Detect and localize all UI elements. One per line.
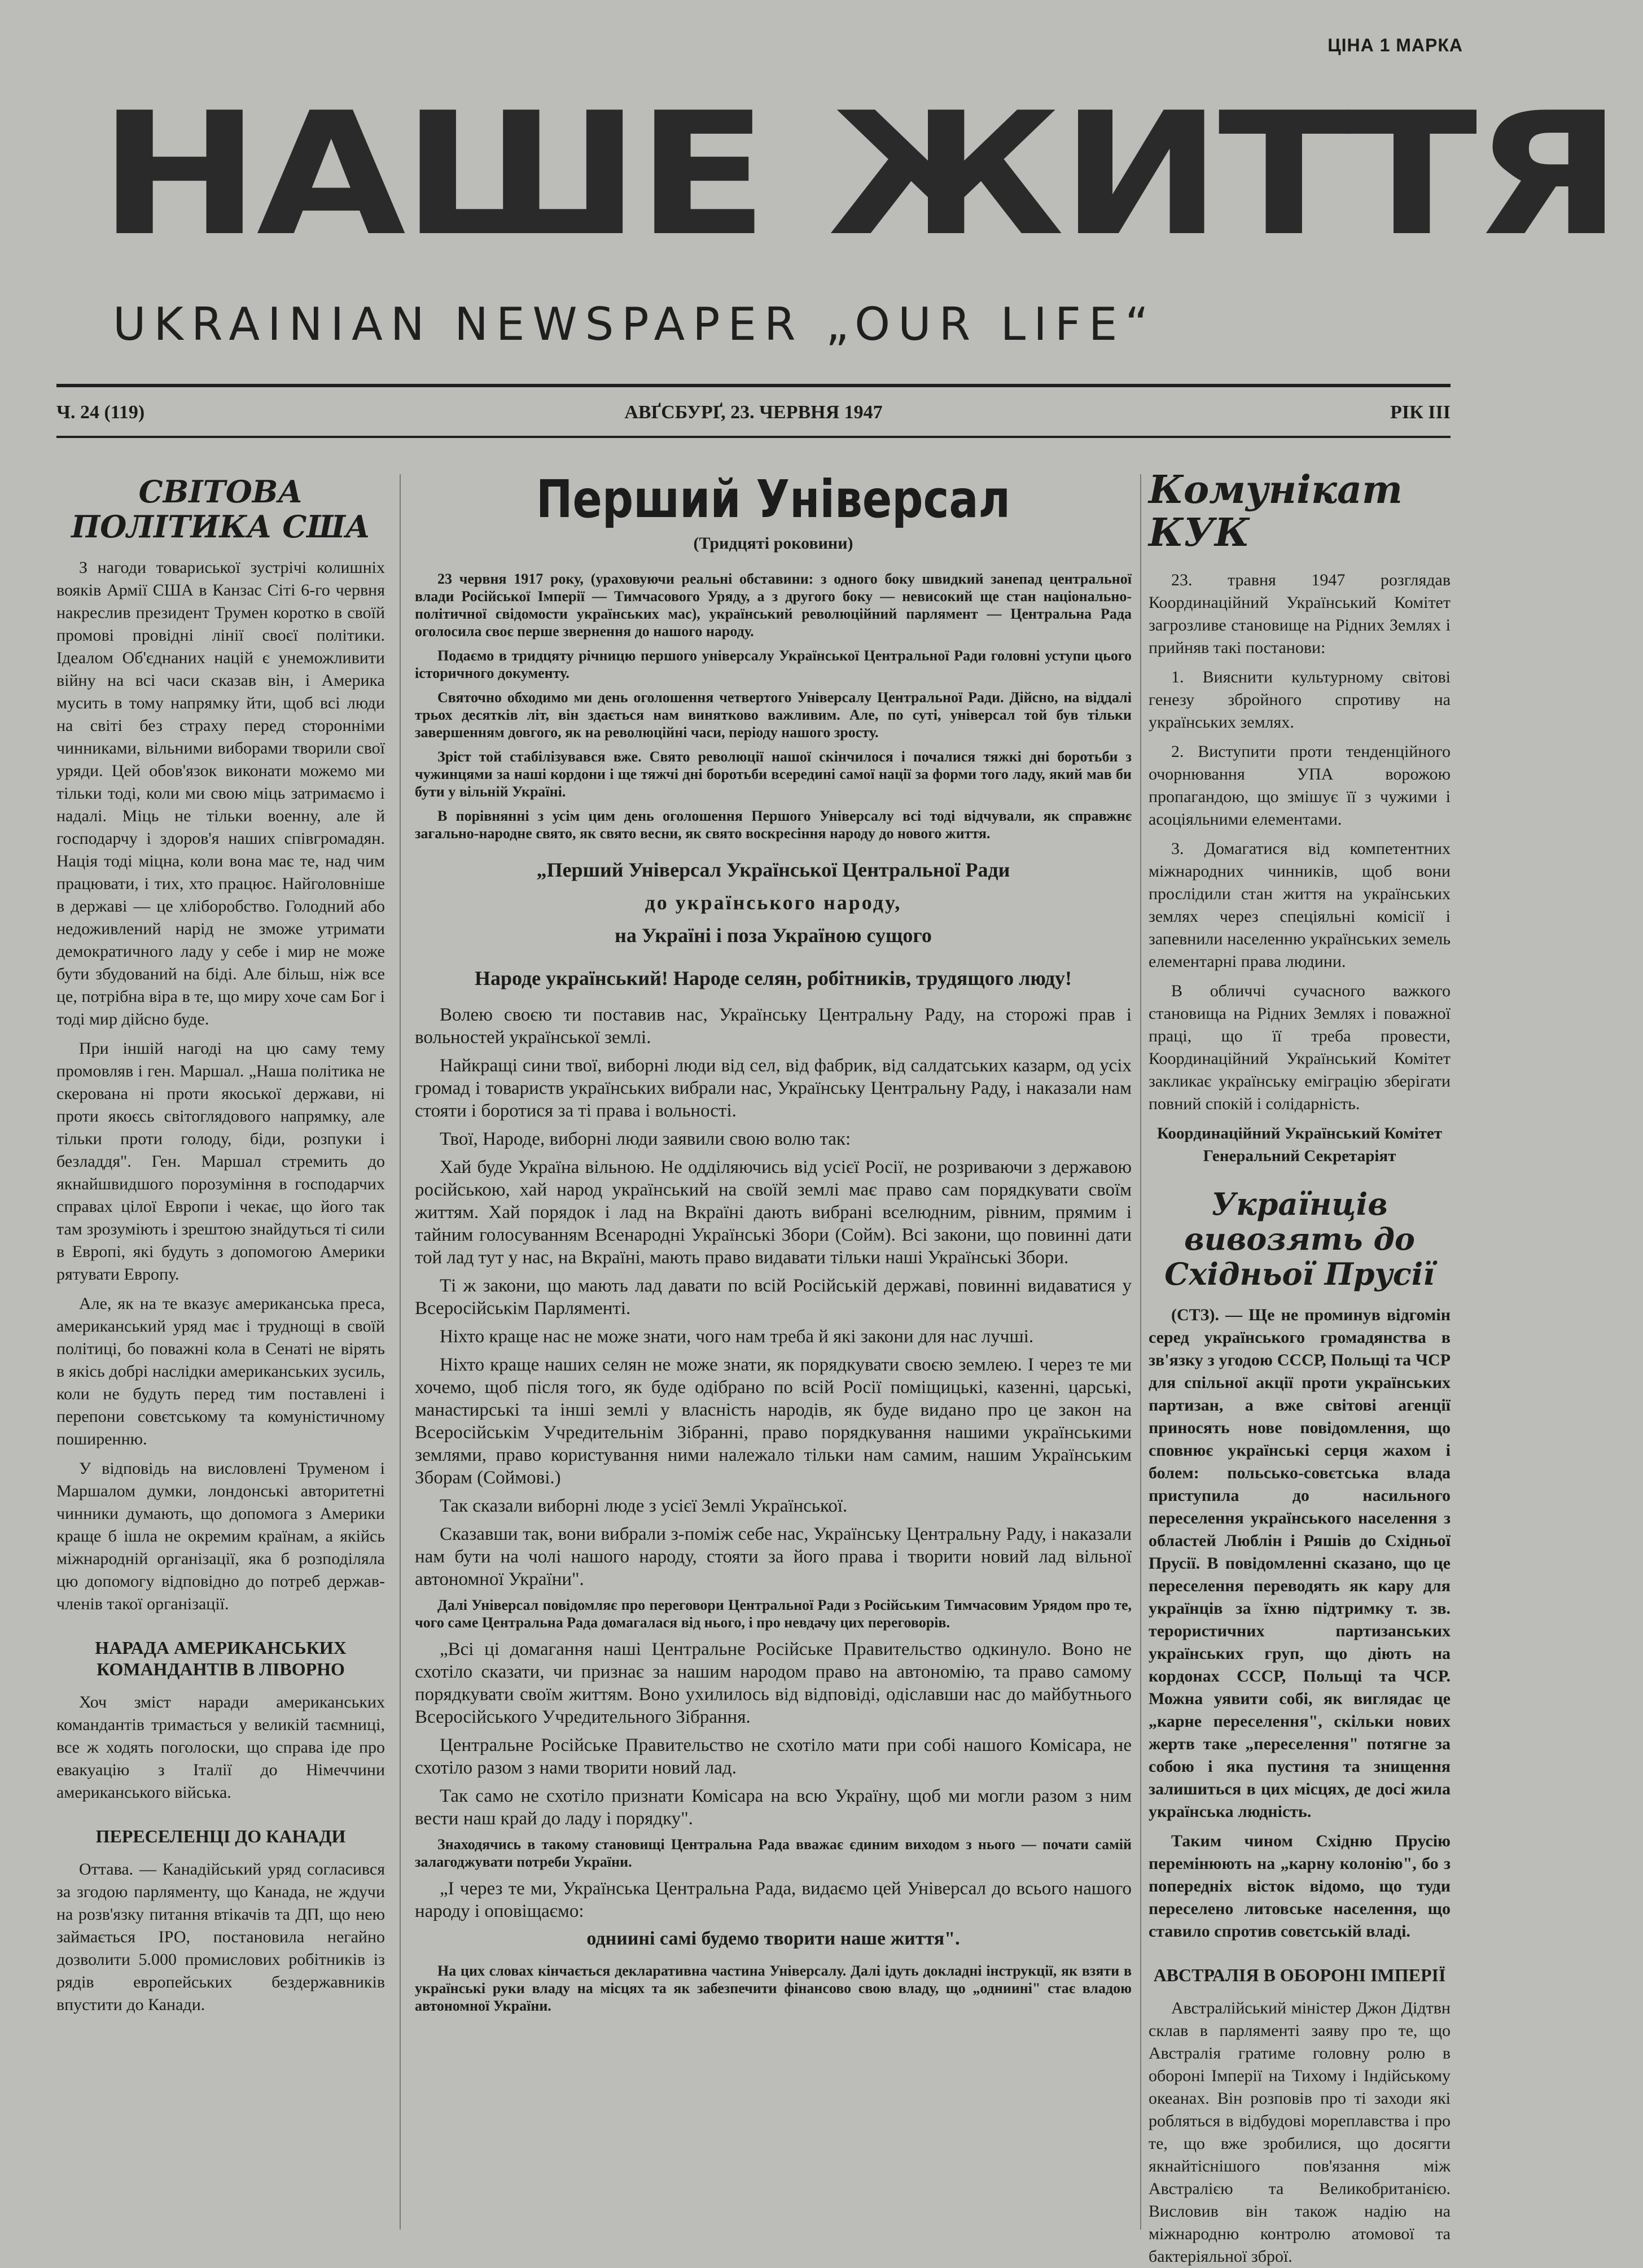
article-heading: АВСТРАЛІЯ В ОБОРОНІ ІМПЕРІЇ bbox=[1153, 1965, 1446, 1985]
universal-paragraph: Центральне Російське Правительство не схотіло мати при собі нашого Комісара, не схотіло разом з нами творити новий лад. bbox=[415, 1735, 1132, 1778]
list-item: 3. Домагатися від компетентних міжнародних чинників, щоб вони прослідили стан життя на українських землях через спеціяльні комісії і запевнили населенню українських земель елементарні права людини. bbox=[1149, 839, 1451, 971]
universal-paragraph: Так само не схотіло признати Комісара на всю Україну, щоб ми могли разом з ним вести наш край до ладу і порядку". bbox=[415, 1786, 1132, 1829]
main-subtitle: (Тридцяті роковини) bbox=[693, 534, 853, 553]
list-item: 2. Виступити проти тенденційного очорнювання УПА ворожою пропагандою, що змішує її з чужими і асоціяльними елементами. bbox=[1149, 742, 1451, 829]
intro-paragraph: 23 червня 1917 року, (ураховуючи реальні обставини: з одного боку швидкий занепад центральної влади Російської Імперії — Тимчасового Уряду, а з другого боку — невисокий ще стан національно-політичної свідомости українських мас), український революційний парлямент — Центральна Рада оголосила своє перше звернення до нашого народу. bbox=[415, 571, 1132, 640]
universal-paragraph: Ніхто краще нас не може знати, чого нам треба й які закони для нас лучші. bbox=[440, 1326, 1034, 1347]
article-paragraph: (СТЗ). — Ще не проминув відгомін серед українського громадянства в зв'язку з угодою СССР, Польщі та ЧСР для спільної акції проти українських партизан, а вже світові агенції приносять нове повідомлення, що сповнює українські серця жахом і болем: польсько-совєтська влада приступила до насильного переселення українського населення з областей Люблін і Ряшів до Східньої Прусії. В повідомленні сказано, що це переселення переводять як кару для українців за їхню підтримку т. зв. терористичних партизанських українських груп, що діють на кордонах СССР, Польщі та ЧСР. Можна уявити собі, як виглядає це „карне переселення", скільки нових жертв таке „переселення" потягне за собою і яка пустиня та знищення залишиться в цих місцях, де досі жила українська людність. bbox=[1149, 1306, 1451, 1821]
universal-paragraph: Сказавши так, вони вибрали з-поміж себе нас, Українську Центральну Раду, і наказали нам бути на чолі нашого народу, стояти за його права і творити новий лад вільної автономної України". bbox=[415, 1524, 1132, 1590]
article-paragraph: З нагоди товариської зустрічі колишніх вояків Армії США в Канзас Сіті 6-го червня накреслив президент Трумен коротко в своїй промові провідні лінії своєї політики. Ідеалом Об'єднаних націй є унеможливити війну на всі часи сказав він, і Америка мусить в тому напрямку йти, щоб всі люди на світі без страху перед сторонніми чинниками, вільними виборами творили свої уряди. Цей обов'язок виконати можемо ми тільки тоді, коли ми свою міць затримаємо і надалі. Міць не тільки военну, але й господарчу і здоров'я наших співгромадян. Нація тоді міцна, коли вона має те, над чим працювати, і тих, хто працює. Найголовніше в державі — це хліборобство. Голодний або недоживлений нарід не зможе утримати демократичного ладу у себе і мир не може бути збудований на біді. Але більш, ніж все це, потрібна віра в те, що миру хоче сам Бог і тоді мир дійсно буде. bbox=[56, 558, 385, 1028]
article-paragraph: При іншій нагоді на цю саму тему промовляв і ген. Маршал. „Наша політика не скерована ні проти якоської держави, ні проти якоєсь світоглядового напрямку, але тільки проти голоду, біди, розпуки і безладдя". Ген. Маршал стремить до якнайшвидшого порозуміння в господарчих справах цілої Европи і чекає, що його так там зрозуміють і зрештою знайдуться ті сили в Европі, які будуть з допомогою Америки рятувати Европу. bbox=[56, 1039, 385, 1284]
article-heading: НАРАДА АМЕРИКАНСЬКИХ КОМАНДАНТІВ В ЛІВОРНО bbox=[95, 1637, 347, 1679]
article-paragraph: В обличчі сучасного важкого становища на Рідних Землях і поважної праці, що її треба провести, Координаційний Український Комітет закликає українську еміграцію зберігати повний спокій і солідарність. bbox=[1149, 982, 1451, 1113]
article-heading: Українців вивозять до Східньої Прусії bbox=[1164, 1186, 1435, 1292]
intro-paragraph: Зріст той стабілізувався вже. Свято революції нашої скінчилося і почалися тяжкі дні боротьби з чужинцями за наші кордони і ще тяжчі дні боротьби всередині самої нації за форми того ладу, який мав би бути у вільній Україні. bbox=[415, 748, 1132, 800]
article-paragraph: Але, як на те вказує американська преса, американський уряд має і труднощі в своїй політиці, бо поважні кола в Сенаті не вірять в якісь добрі наслідки американських зусиль, коли не будуть перед тим поставлені і перепони совєтському та комуністичному поширенню. bbox=[56, 1294, 385, 1448]
universal-paragraph: Найкращі сини твої, виборні люди від сел, від фабрик, від салдатських казарм, од усіх громад і товариств українських вибрали нас, Українську Центральну Раду, і наказали нам стояти і боротися за ті права і вольності. bbox=[415, 1056, 1132, 1121]
editorial-note: На цих словах кінчається декларативна частина Універсалу. Далі ідуть докладні інструкції, як взяти в українські руки владу на місцях та як забезпечити фінансово свою владу, що „одниині" стає владою автономної України. bbox=[415, 1963, 1132, 2014]
signature: Координаційний Український Комітет bbox=[1156, 1124, 1443, 1142]
article-heading: Комунікат КУК bbox=[1149, 467, 1403, 555]
editorial-note: Знаходячись в такому становищі Центральна Рада вважає єдиним виходом з нього — почати самій залагоджувати потреби України. bbox=[415, 1836, 1132, 1870]
editorial-note: Далі Універсал повідомляє про переговори Центральної Ради з Російським Тимчасовим Урядом про те, чого саме Центральна Рада домагалася від нього, і про невдачу цих переговорів. bbox=[415, 1597, 1132, 1631]
declaration-title: до українського народу, bbox=[645, 891, 902, 914]
issue-number: Ч. 24 (119) bbox=[56, 402, 145, 423]
left-column bbox=[56, 469, 385, 2235]
intro-paragraph: Подаємо в тридцяту річницю першого універсалу Української Центральної Ради головні уступи цього історичного документу. bbox=[415, 647, 1132, 681]
article-paragraph: Оттава. — Канадійський уряд согласився за згодою парляменту, що Канада, не ждучи на розв'язку питання втікачів та ДП, що нею займається ІРО, постановила негайно дозволити 5.000 промислових робітників із рядів европейських бездержавників впустити до Канади. bbox=[56, 1860, 385, 2014]
appeal-line: Народе український! Народе селян, робітників, трудящого люду! bbox=[474, 967, 1072, 989]
universal-paragraph: Твої, Народе, виборні люди заявили свою волю так: bbox=[440, 1129, 851, 1149]
right-column bbox=[1149, 467, 1451, 2266]
universal-paragraph: Так сказали виборні люде з усієї Землі Української. bbox=[440, 1496, 848, 1516]
main-title: Перший Універсал bbox=[536, 469, 1011, 529]
column-divider-right bbox=[1140, 474, 1141, 2230]
intro-paragraph: В порівнянні з усім цим день оголошення Першого Універсалу всі тоді відчували, як справжнє загально-народне свято, як свято весни, як свято воскресіння народу до нового життя. bbox=[415, 808, 1132, 842]
price-label: ЦІНА 1 МАРКА bbox=[1327, 35, 1463, 55]
year-number: РІК III bbox=[1390, 402, 1451, 423]
article-paragraph: У відповідь на висловлені Труменом і Маршалом думки, лондонські авторитетні чинники думають, що допомога з Америки краще б ішла не окремим країнам, а якійсь міжнародній організації, яка б розподіляла цю допомогу відповідно до потреб держав-членів такої організації. bbox=[56, 1459, 385, 1613]
universal-paragraph: Ніхто краще наших селян не може знати, як порядкувати своєю землею. І через те ми хочемо, щоб після того, як буде одібрано по всій Росії поміщицькі, казенні, царські, манастирські та інші землі у власність народів, як буде видано про це закон на Всеросійськім Учредительнім Зібранні, право порядкування нашими українськими землями, право користування ними належало тільки нам самим, нашим Українським Зборам (Соймові.) bbox=[415, 1355, 1132, 1488]
bottom-rule bbox=[56, 436, 1451, 438]
place-date: АВҐСБУРҐ, 23. ЧЕРВНЯ 1947 bbox=[624, 402, 883, 423]
dateline bbox=[56, 402, 1451, 430]
declaration-title: „Перший Універсал Української Центральної Ради bbox=[536, 859, 1010, 881]
top-rule bbox=[56, 384, 1451, 387]
column-divider-left bbox=[400, 474, 401, 2230]
list-item: 1. Вияснити культурному світові генезу збройного спротиву на українських землях. bbox=[1149, 668, 1451, 732]
universal-paragraph: „І через те ми, Українська Центральна Рада, видаємо цей Універсал до всього нашого народу і оповіщаємо: bbox=[415, 1879, 1132, 1921]
masthead-subtitle: UKRAINIAN NEWSPAPER „OUR LIFE“ bbox=[113, 298, 1156, 351]
universal-paragraph: Хай буде Україна вільною. Не одділяючись від усієї Росії, не розриваючи з державою російською, хай народ український на своїй землі має право сам порядкувати своїм життям. Хай порядок і лад на Вкраїні дають вибрані вселюдним, рівним, прямим і тайним голосуванням Всенародні Українські Збори (Сойм). Всі закони, що повинні дати той лад тут у нас, на Вкраїні, мають право видавати тільки наші Українські Збори. bbox=[415, 1157, 1132, 1268]
closing-line: одниині самі будемо творити наше життя". bbox=[586, 1928, 960, 1949]
masthead-title: НАШЕ ЖИТТЯ bbox=[99, 76, 1619, 273]
signature: Генеральний Секретаріят bbox=[1203, 1147, 1396, 1165]
declaration-title: на Україні і поза Україною сущого bbox=[615, 924, 932, 947]
article-heading: СВІТОВА ПОЛІТИКА США bbox=[71, 474, 370, 545]
universal-paragraph: „Всі ці домагання наші Центральне Російське Правительство одкинуло. Воно не схотіло сказати, чи признає за нашим народом право на автономію, та право самому порядкувати своїм життям. Воно ухилилось від відповіді, одіславши нас до майбутнього Всеросійського Учредительного Зібрання. bbox=[415, 1639, 1132, 1727]
center-column bbox=[415, 469, 1132, 2235]
article-paragraph: 23. травня 1947 розглядав Координаційний Український Комітет загрозливе становище на Рідних Землях і прийняв такі постанови: bbox=[1149, 571, 1451, 657]
article-paragraph: Таким чином Східню Прусію перемінюють на „карну колонію", бо з попередніх вісток відомо, що туди переселено литовське населення, що ставило спротив совєтській владі. bbox=[1149, 1832, 1451, 1941]
article-paragraph: Хоч зміст наради американських командантів тримається у великій таємниці, все ж ходять поголоски, що справа іде про евакуацію з Італії до Німеччини американського війська. bbox=[56, 1693, 385, 1802]
universal-paragraph: Ті ж закони, що мають лад давати по всій Російській державі, повинні видаватися у Всеросійськім Парляменті. bbox=[415, 1276, 1132, 1319]
article-paragraph: Австралійський міністер Джон Дідтвн склав в парляменті заяву про те, що Австралія гратиме головну ролю в обороні Імперії на Тихому і Індійському океанах. Він розповів про ті заходи які робляться в відбудові мореплавства і про те, що вже зробилися, що досягти якнайтіснішого пов'язання між Австралією та Великобританією. Висловив він також надію на міжнародню контролю атомової та бактеріяльної зброї. bbox=[1149, 1999, 1451, 2266]
intro-paragraph: Святочно обходимо ми день оголошення четвертого Універсалу Центральної Ради. Дійсно, на віддалі трьох десятків літ, він здається нам винятково важливим. Але, по суті, універсал той був тільки завершенням довгого, як на революційні часи, періоду нашого зросту. bbox=[415, 689, 1132, 741]
universal-paragraph: Волею своєю ти поставив нас, Українську Центральну Раду, на сторожі прав і вольностей української землі. bbox=[415, 1005, 1132, 1048]
article-heading: ПЕРЕСЕЛЕНЦІ ДО КАНАДИ bbox=[95, 1826, 346, 1846]
